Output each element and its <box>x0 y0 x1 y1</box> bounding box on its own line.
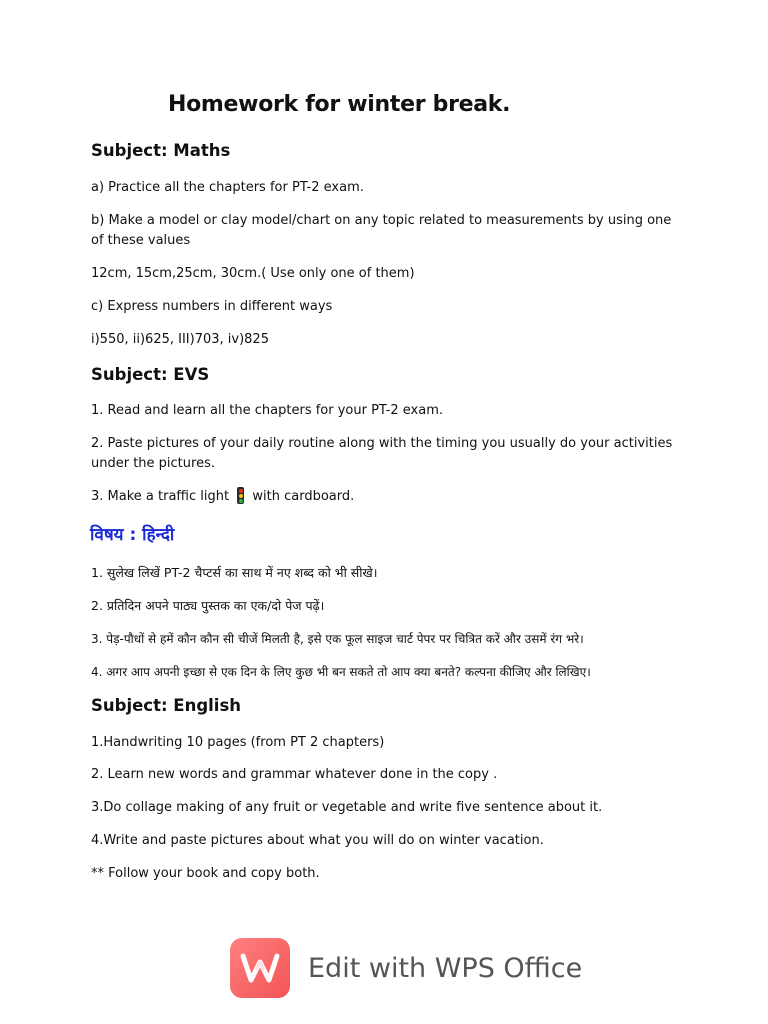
maths-numbers-line: i)550, ii)625, III)703, iv)825 <box>91 332 269 347</box>
maths-line-c: c) Express numbers in different ways <box>91 299 333 314</box>
wps-logo-icon <box>230 938 290 998</box>
hindi-line-1: 1. सुलेख लिखें PT-2 चैप्टर्स का साथ में नए शब्द को भी सीखे। <box>91 565 378 580</box>
maths-line-a: a) Practice all the chapters for PT-2 exam. <box>91 180 364 195</box>
hindi-line-3: 3. पेड़-पौधों से हमें कौन कौन सी चीजें मिलती है, इसे एक फूल साइज चार्ट पेपर पर चित्रित करें और उसमें रंग भरे। <box>91 632 584 646</box>
english-line-5: ** Follow your book and copy both. <box>91 866 320 881</box>
maths-heading: Subject: Maths <box>91 141 231 160</box>
document-title: Homework for winter break. <box>168 92 511 117</box>
evs-line-3-text-after: with cardboard. <box>252 489 355 504</box>
english-line-3: 3.Do collage making of any fruit or vegetable and write five sentence about it. <box>91 800 603 815</box>
maths-values-line: 12cm, 15cm,25cm, 30cm.( Use only one of them) <box>91 266 415 281</box>
hindi-line-4: 4. अगर आप अपनी इच्छा से एक दिन के लिए कुछ भी बन सकते तो आप क्या बनते? कल्पना कीजिए और लिखिए। <box>91 665 591 679</box>
hindi-heading: विषय : हिन्दी <box>90 525 175 545</box>
english-heading: Subject: English <box>91 696 242 715</box>
evs-line-3 <box>91 487 681 507</box>
hindi-line-2: 2. प्रतिदिन अपने पाठ्य पुस्तक का एक/दो पेज पढ़ें। <box>91 598 325 613</box>
evs-line-3-text: 3. Make a traffic light <box>91 489 230 504</box>
evs-heading: Subject: EVS <box>91 365 210 384</box>
edit-with-wps-label: Edit with WPS Office <box>308 952 583 984</box>
english-line-1: 1.Handwriting 10 pages (from PT 2 chapters) <box>91 735 385 750</box>
traffic-light-icon <box>237 487 244 504</box>
english-line-4: 4.Write and paste pictures about what you will do on winter vacation. <box>91 833 544 848</box>
evs-line-1: 1. Read and learn all the chapters for your PT-2 exam. <box>91 403 444 418</box>
edit-with-wps-button[interactable] <box>230 936 582 1000</box>
evs-line-2: 2. Paste pictures of your daily routine along with the timing you usually do your activities under the pictures. <box>91 436 673 471</box>
english-line-2: 2. Learn new words and grammar whatever done in the copy . <box>91 767 498 782</box>
maths-line-b: b) Make a model or clay model/chart on any topic related to measurements by using one of these values <box>91 213 672 248</box>
